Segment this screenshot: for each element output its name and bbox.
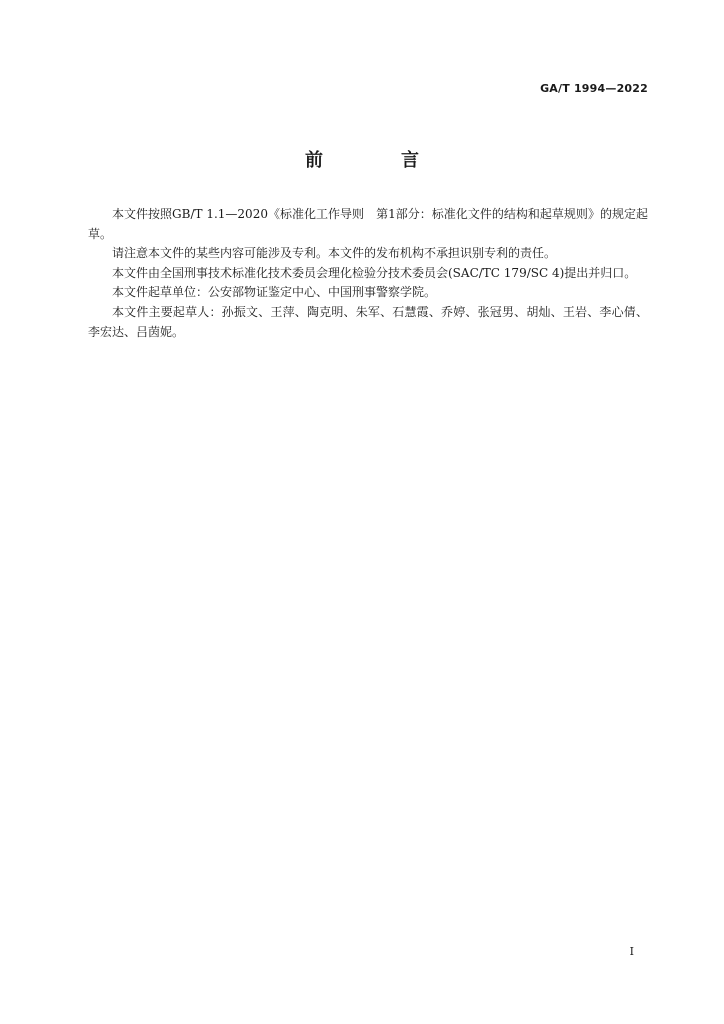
page-title: 前 言	[305, 150, 449, 171]
paragraph-drafting-units: 本文件起草单位：公安部物证鉴定中心、中国刑事警察学院。	[112, 285, 437, 300]
paragraph-drafting-rules: 本文件按照GB/T 1.1—2020《标准化工作导则 第1部分：标准化文件的结构和起草规则》的规定起草。	[88, 207, 648, 241]
foreword-body	[88, 205, 648, 342]
paragraph-patent-notice: 请注意本文件的某些内容可能涉及专利。本文件的发布机构不承担识别专利的责任。	[112, 246, 557, 261]
paragraph-proposer: 本文件由全国刑事技术标准化技术委员会理化检验分技术委员会(SAC/TC 179/SC 4)提出并归口。	[112, 265, 637, 280]
paragraph-drafters: 本文件主要起草人：孙振文、王萍、陶克明、朱军、石慧霞、乔婷、张冠男、胡灿、王岩、李心倩、李宏达、吕茵妮。	[88, 304, 648, 339]
page-number: I	[629, 945, 634, 958]
standard-code: GA/T 1994—2022	[540, 82, 648, 95]
